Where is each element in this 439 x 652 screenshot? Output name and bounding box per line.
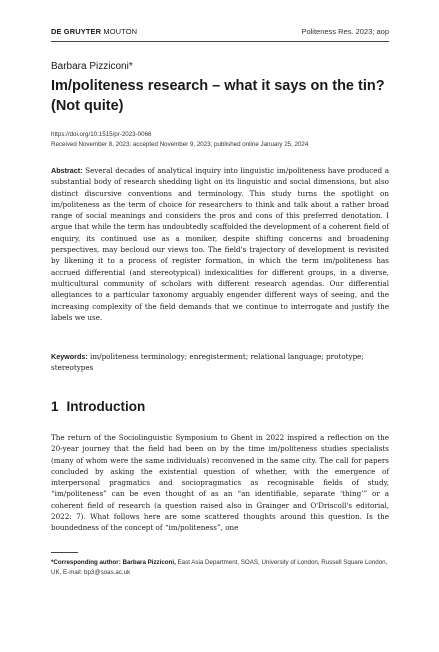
body-paragraph: The return of the Sociolinguistic Symposium to Ghent in 2022 inspired a reflection on the 20-year journey that the field had been on by the time im/politeness studies specialists (many of whom were the same individuals) reconvened in the same city. The call for papers concluded by asking the existential question of whether, with the emergence of interpersonal pragmatics and sociopragmatics as recognisable fields of study, “im/politeness” can be even thought of as an “an identifiable, separate ‘thing’” or a coherent field of research (a question raised also in Grainger and O'Driscoll's editorial, 2022: 7). What follows here are some scattered thoughts around this question. Is the boundedness of the concept of “im/politeness”, one — [51, 433, 389, 533]
publisher-logo — [51, 27, 137, 36]
footnote — [51, 558, 389, 578]
section-number: 1 — [51, 399, 59, 414]
footnote-label: *Corresponding author: Barbara Pizziconi, — [51, 559, 176, 566]
journal-reference: Politeness Res. 2023; aop — [301, 27, 389, 36]
footnote-rule — [51, 552, 78, 553]
publication-dates: Received November 8, 2023; accepted November 9, 2023; published online January 25, 2024 — [51, 141, 309, 148]
keywords — [51, 351, 389, 374]
running-header — [51, 27, 389, 39]
article-title: Im/politeness research – what it says on the tin? (Not quite) — [51, 78, 385, 114]
publisher-name-rest: MOUTON — [103, 27, 138, 36]
abstract — [51, 165, 389, 323]
footnote-text: East Asia Department, SOAS, University of London, Russell Square London, UK, E-mail: bp3@soas.ac.uk — [51, 559, 388, 576]
keywords-label: Keywords: — [51, 352, 88, 361]
publisher-name-bold: DE GRUYTER — [51, 27, 102, 36]
section-heading — [51, 399, 145, 414]
doi-link[interactable]: https://doi.org/10.1515/pr-2023-0066 — [51, 131, 152, 138]
article-meta — [51, 130, 308, 150]
abstract-text: Several decades of analytical inquiry into linguistic im/politeness have produced a substantial body of research shedding light on its linguistic and social dimensions, but also distinct discursive conventions and terminology. This study turns the spotlight on im/politeness as the term of choice for researchers to think and talk about a rather broad range of social meanings and considers the pros and cons of this preferred denotation. I argue that while the term has undoubtedly scaffolded the development of a coherent field of enquiry, its continued use as a moniker, despite shifting concerns and broadening perspectives, may becloud our views too. The field's trajectory of development is revisited by likening it to a process of register formation, in which the term im/politeness has accrued differential (and stereotypical) indexicalities for different groups, in a diverse, multicultural community of scholars with different research agendas. Our differential allegiances to a particular taxonomy arguably engender different ways of seeing, and the increasing complexity of the field demands that we continue to interrogate and justify the labels we use. — [51, 166, 389, 322]
keywords-text: im/politeness terminology; enregisterment; relational language; prototype; stereotypes — [51, 352, 364, 373]
author-name: Barbara Pizziconi* — [51, 61, 133, 72]
abstract-label: Abstract: — [51, 166, 83, 175]
header-rule — [51, 41, 389, 42]
section-title: Introduction — [66, 399, 146, 414]
